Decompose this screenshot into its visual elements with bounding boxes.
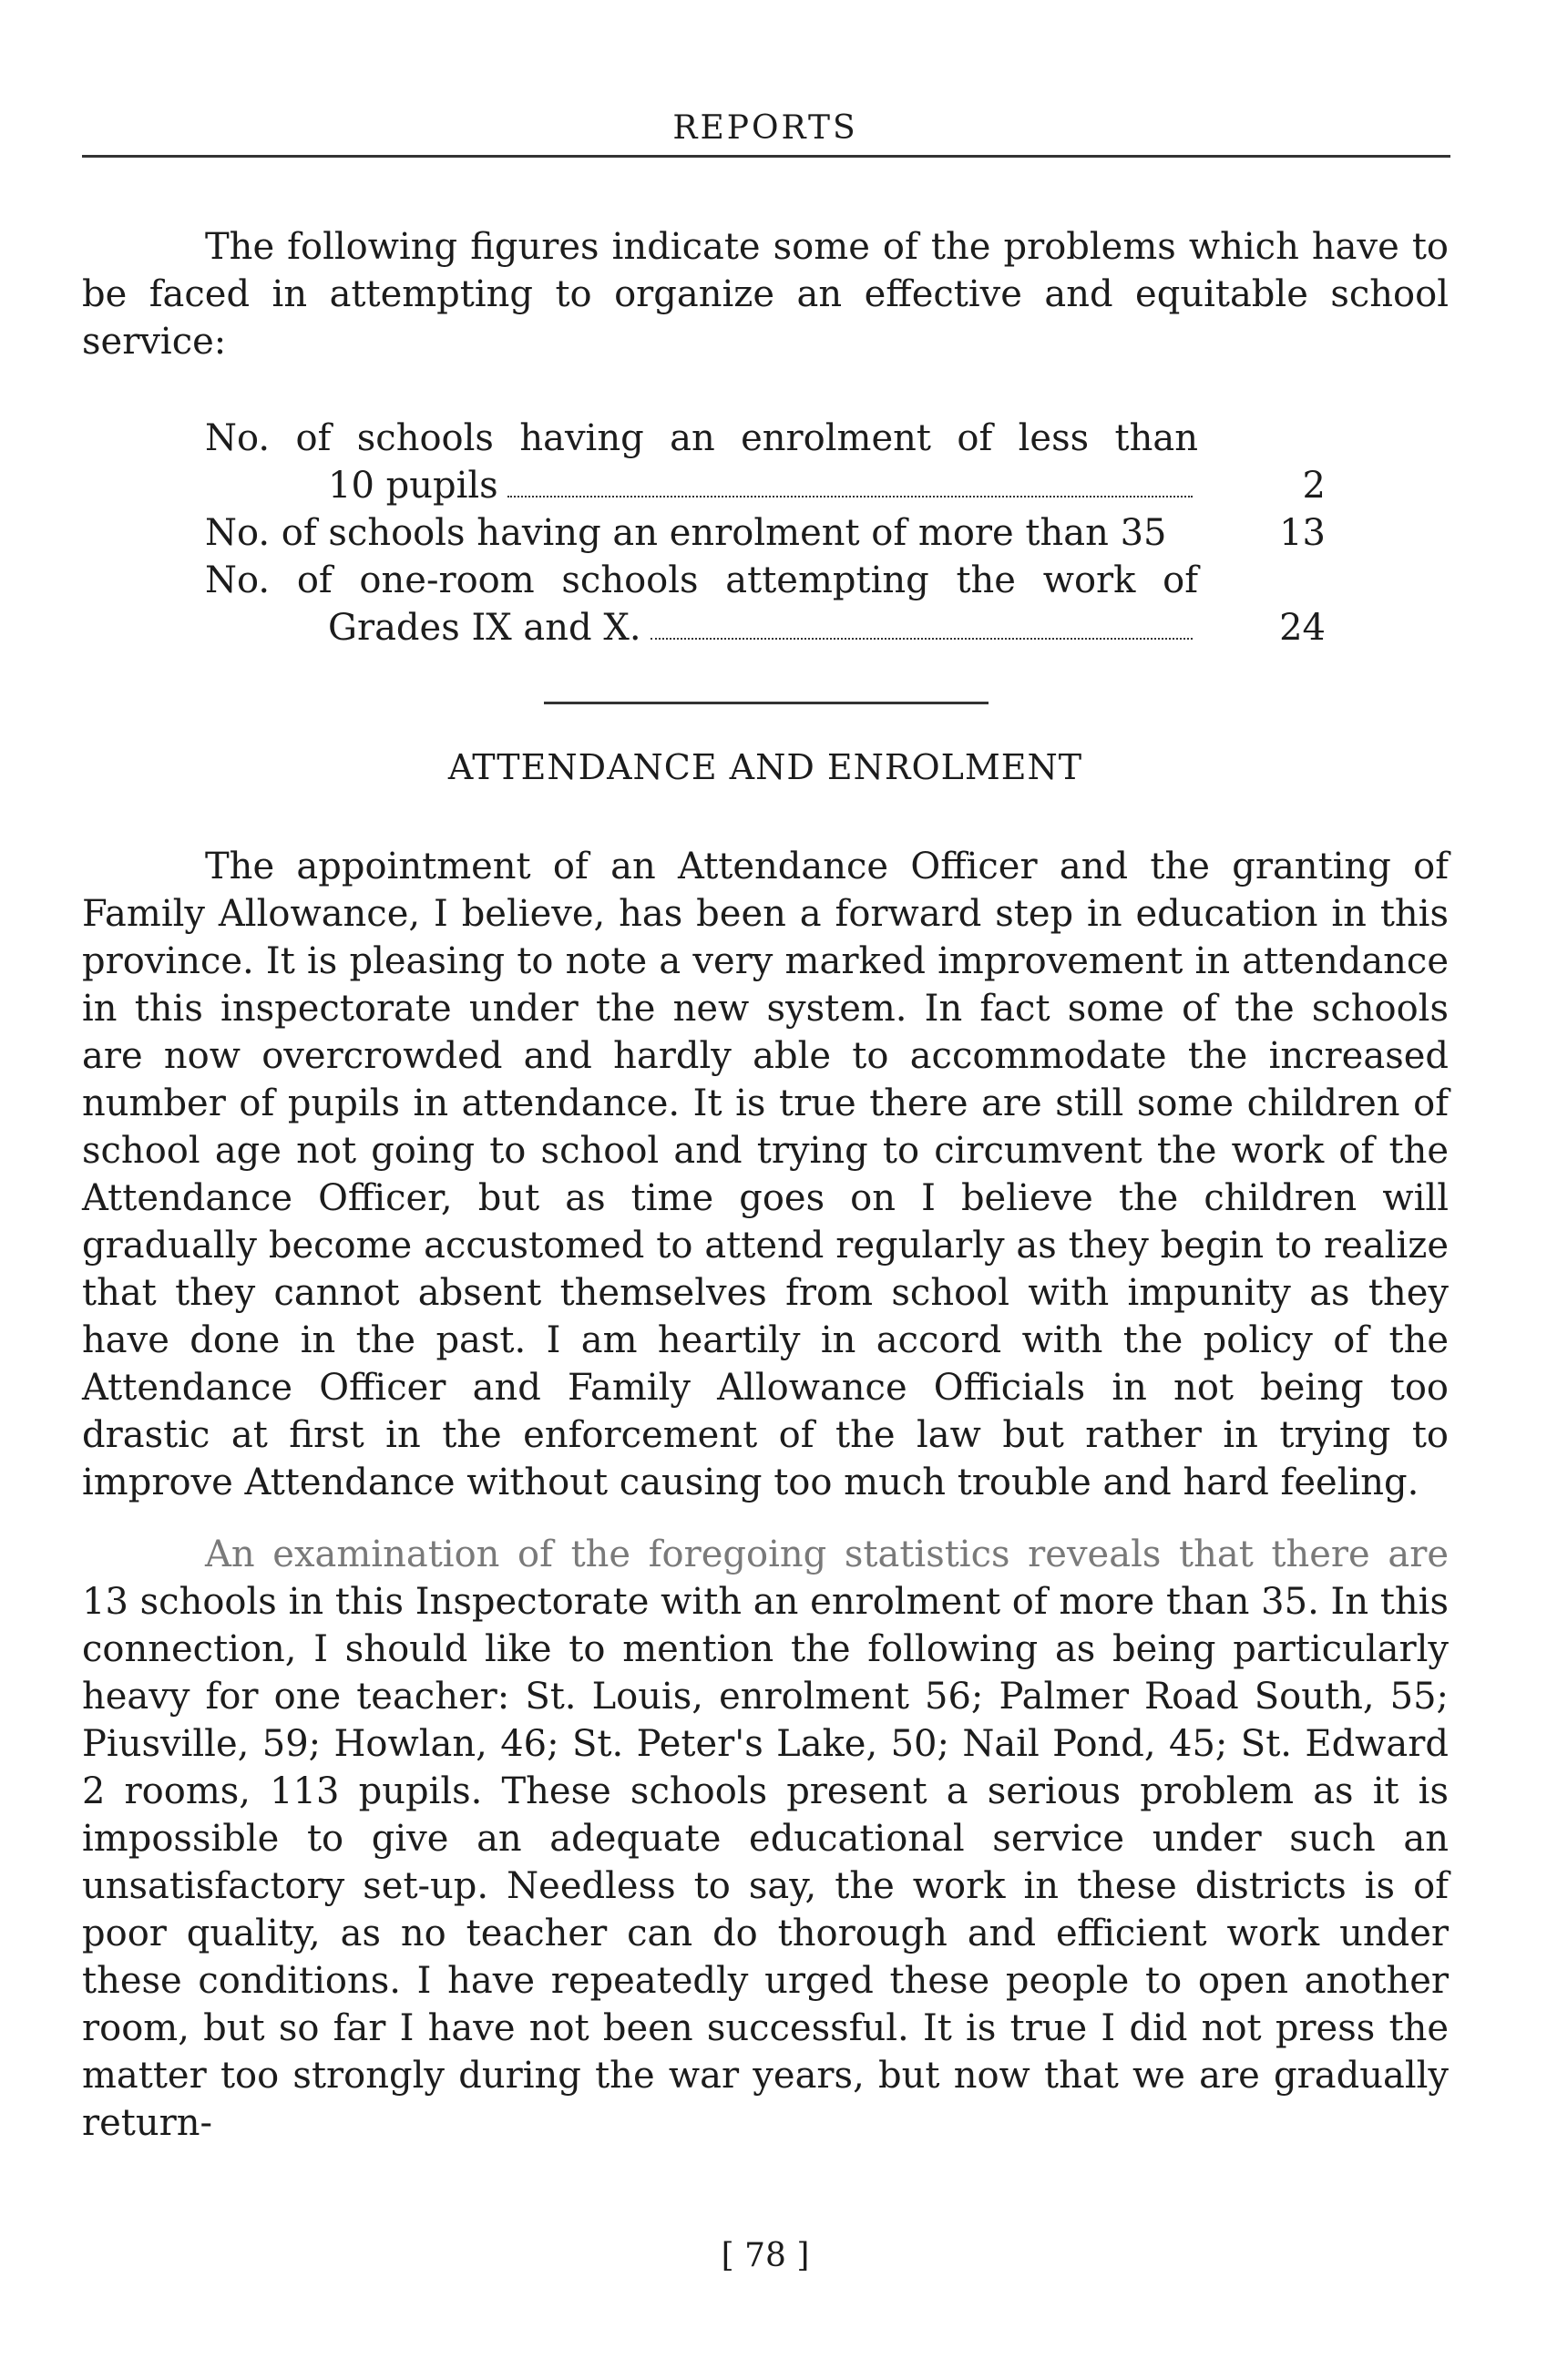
stat-label: No. of schools having an enrolment of more than 35 <box>205 512 1167 554</box>
stat-label-line2: 10 pupils <box>328 465 498 507</box>
dot-leader <box>507 496 1193 498</box>
stat-label-continued <box>205 462 1198 509</box>
stat-value: 2 <box>1302 465 1326 507</box>
faded-opening-line: An examination of the foregoing statistics reveals that there are <box>205 1534 1449 1575</box>
examination-text: 13 schools in this Inspectorate with an enrolment of more than 35. In this connection, I should like to mention the following as being particularly heavy for one teacher: St. Louis, enrolment 56; Palmer Road South, 55; Piusville, 59; Howlan, 46; St. Peter's Lake, 50; Nail Pond, 45; St. Edward 2 rooms, 113 pupils. These schools present a serious problem as it is impossible to give an adequate educational service under such an unsatisfactory set-up. Needless to say, the work in these districts is of poor quality, as no teacher can do thorough and efficient work under these conditions. I have repeatedly urged these people to open another room, but so far I have not been successful. It is true I did not press the matter too strongly during the war years, but now that we are gradually return- <box>82 1581 1449 2144</box>
stat-row <box>205 415 1326 509</box>
stat-label-line2: Grades IX and X. <box>328 607 641 649</box>
stat-row <box>205 557 1326 651</box>
stat-row <box>205 509 1326 557</box>
statistics-list <box>205 415 1326 651</box>
section-divider <box>544 702 989 704</box>
attendance-paragraph: The appointment of an Attendance Officer and the granting of Family Allowance, I believe, has been a forward step in education in this province. It is pleasing to note a very marked improvement in attendance in this inspectorate under the new system. In fact some of the schools are now overcrowded and hardly able to accommodate the increased number of pupils in attendance. It is true there are still some children of school age not going to school and trying to circumvent the work of the Attendance Officer, but as time goes on I believe the children will gradually become accustomed to attend regularly as they begin to realize that they cannot absent themselves from school with impunity as they have done in the past. I am heartily in accord with the policy of the Attendance Officer and Family Allowance Officials in not being too drastic at first in the enforcement of the law but rather in trying to improve Attendance without causing too much trouble and hard feeling. <box>82 846 1449 1503</box>
header-rule <box>82 155 1450 158</box>
section-heading: ATTENDANCE AND ENROLMENT <box>447 747 1083 787</box>
stat-value: 13 <box>1279 512 1326 554</box>
dot-leader <box>651 638 1193 640</box>
running-head: REPORTS <box>672 109 858 147</box>
intro-paragraph: The following figures indicate some of the problems which have to be faced in attempting to organize an effective and equitable school service: <box>82 226 1449 363</box>
examination-paragraph <box>82 1531 1449 2147</box>
page-number: [ 78 ] <box>721 2237 810 2274</box>
stat-label: No. of schools having an enrolment of less than <box>205 417 1198 459</box>
stat-label: No. of one-room schools attempting the work of <box>205 559 1198 601</box>
stat-value: 24 <box>1279 607 1326 649</box>
stat-label-continued <box>205 604 1198 651</box>
